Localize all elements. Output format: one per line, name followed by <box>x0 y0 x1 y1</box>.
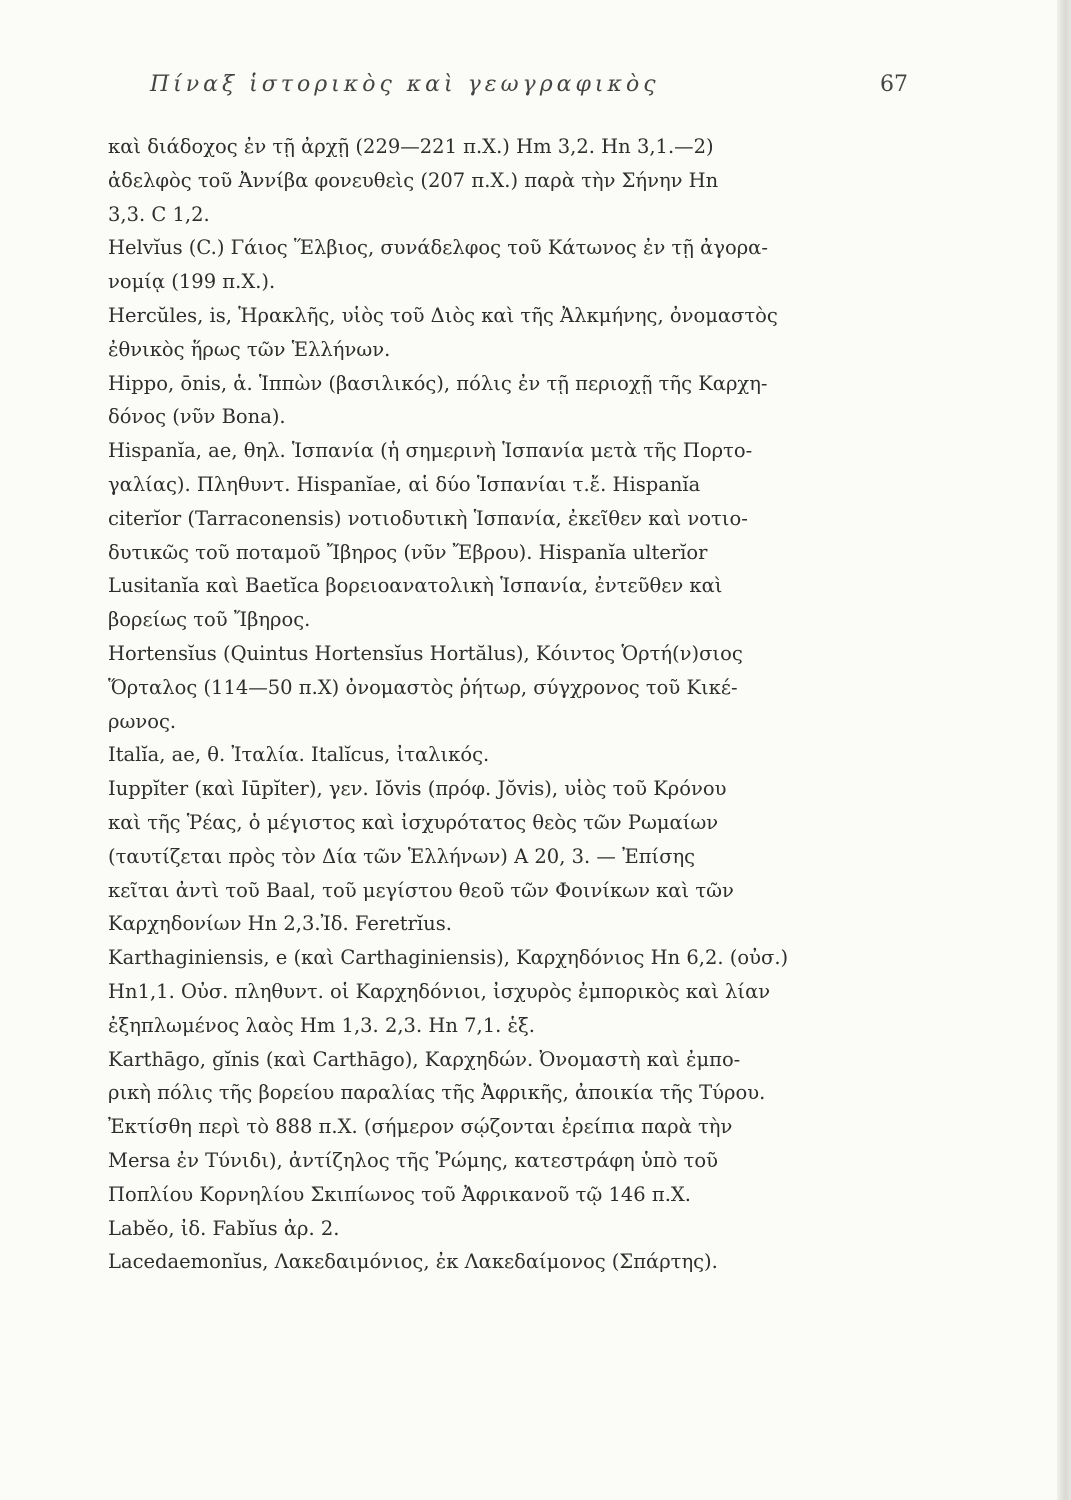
entry-continuation-hamilcar <box>108 130 908 231</box>
entry-hercules <box>108 299 908 367</box>
entry-line: καὶ τῆς Ῥέας, ὁ μέγιστος καὶ ἰσχυρότατος θεὸς τῶν Ρωμαίων <box>108 810 719 834</box>
entry-line: ἐξηπλωμένος λαὸς Hm 1,3. 2,3. Hn 7,1. ἑξ. <box>108 1013 535 1037</box>
entry-line: Ἐκτίσθη περὶ τὸ 888 π.Χ. (σήμερον σῴζονται ἐρείπια παρὰ τὴν <box>108 1115 733 1139</box>
entry-iuppiter <box>108 772 908 941</box>
entry-line: καὶ διάδοχος ἐν τῇ ἀρχῇ (229—221 π.Χ.) Hm 3,2. Hn 3,1.—2) <box>108 135 714 158</box>
entry-line: δυτικῶς τοῦ ποταμοῦ Ἴβηρος (νῦν Ἔβρου). Hispanĭa ulterĭor <box>108 540 708 564</box>
entry-line: Hippo, ōnis, ἁ. Ἱππὼν (βασιλικός), πόλις ἐν τῇ περιοχῇ τῆς Καρχη- <box>108 371 768 395</box>
entry-italia <box>108 738 908 772</box>
entry-line: κεῖται ἀντὶ τοῦ Baal, τοῦ μεγίστου θεοῦ τῶν Φοινίκων καὶ τῶν <box>108 878 734 902</box>
entry-line: ρικὴ πόλις τῆς βορείου παραλίας τῆς Ἀφρικῆς, ἀποικία τῆς Τύρου. <box>108 1081 766 1105</box>
entry-line: 3,3. C 1,2. <box>108 202 210 226</box>
entry-line: Italĭa, ae, θ. Ἰταλία. Italĭcus, ἰταλικός. <box>108 743 490 767</box>
entry-line: νομίᾳ (199 π.Χ.). <box>108 270 276 294</box>
entry-line: Ποπλίου Κορνηλίου Σκιπίωνος τοῦ Ἀφρικανοῦ τῷ 146 π.Χ. <box>108 1182 691 1206</box>
entry-line: Labĕo, ἰδ. Fabĭus ἀρ. 2. <box>108 1216 340 1240</box>
entry-line: ἀδελφὸς τοῦ Ἀννίβα φονευθεὶς (207 π.Χ.) παρὰ τὴν Σήνην Hn <box>108 168 719 192</box>
entry-line: ρωνος. <box>108 709 177 733</box>
entry-line: Mersa ἐν Τύνιδι), ἀντίζηλος τῆς Ῥώμης, κατεστράφη ὑπὸ τοῦ <box>108 1148 718 1172</box>
entry-line: (ταυτίζεται πρὸς τὸν Δία τῶν Ἑλλήνων) A 20, 3. — Ἐπίσης <box>108 844 696 868</box>
entry-line: Hn1,1. Οὐσ. πληθυντ. οἱ Καρχηδόνιοι, ἰσχυρὸς ἐμπορικὸς καὶ λίαν <box>108 979 771 1003</box>
entry-line: δόνος (νῦν Bona). <box>108 405 286 429</box>
page-header <box>108 72 908 112</box>
entry-line: Iuppĭter (καὶ Iūpĭter), γεν. Iŏvis (πρόφ. Jŏvis), υἱὸς τοῦ Κρόνου <box>108 777 727 801</box>
entry-line: Hortensĭus (Quintus Hortensĭus Hortălus), Κόιντος Ὁρτή(ν)σιος <box>108 641 743 665</box>
entry-line: Hispanĭa, ae, θηλ. Ἱσπανία (ἡ σημερινὴ Ἱσπανία μετὰ τῆς Πορτο- <box>108 439 753 463</box>
entry-line: βορείως τοῦ Ἴβηρος. <box>108 608 311 632</box>
entry-line: γαλίας). Πληθυντ. Hispanĭae, αἱ δύο Ἱσπανίαι τ.ἔ. Hispanĭa <box>108 472 701 496</box>
entry-line: Karthāgo, gĭnis (καὶ Carthāgo), Καρχηδών. Ὀνομαστὴ καὶ ἐμπο- <box>108 1047 741 1071</box>
entry-line: Karthaginiensis, e (καὶ Carthaginiensis), Καρχηδόνιος Hn 6,2. (οὐσ.) <box>108 946 789 970</box>
running-head: Πίναξ ἱστορικὸς καὶ γεωγραφικὸς <box>150 72 660 97</box>
entry-hortensius <box>108 637 908 738</box>
entry-line: Lusitanĭa καὶ Baetĭca βορειοανατολικὴ Ἱσπανία, ἐντεῦθεν καὶ <box>108 574 723 598</box>
entry-line: Ὅρταλος (114—50 π.Χ) ὀνομαστὸς ῥήτωρ, σύγχρονος τοῦ Κικέ- <box>108 675 738 699</box>
index-entries <box>108 130 908 1279</box>
entry-karthaginiensis <box>108 941 908 1042</box>
book-page <box>108 72 908 1279</box>
entry-line: Hercŭles, is, Ἡρακλῆς, υἱὸς τοῦ Διὸς καὶ τῆς Ἀλκμήνης, ὀνομαστὸς <box>108 303 778 327</box>
entry-lacedaemonius <box>108 1245 908 1279</box>
entry-line: Helvĭus (C.) Γάιος Ἕλβιος, συνάδελφος τοῦ Κάτωνος ἐν τῇ ἀγορα- <box>108 236 768 260</box>
page-number: 67 <box>880 72 908 97</box>
entry-line: Καρχηδονίων Hn 2,3.Ἰδ. Feretrĭus. <box>108 912 452 936</box>
entry-line: Lacedaemonĭus, Λακεδαιμόνιος, ἐκ Λακεδαίμονος (Σπάρτης). <box>108 1250 718 1274</box>
entry-line: ἐθνικὸς ἥρως τῶν Ἑλλήνων. <box>108 337 391 361</box>
entry-helvius <box>108 231 908 299</box>
page-edge-shadow <box>1057 0 1071 1500</box>
entry-line: citerĭor (Tarraconensis) νοτιοδυτικὴ Ἱσπανία, ἐκεῖθεν καὶ νοτιο- <box>108 506 748 530</box>
entry-hispania <box>108 434 908 637</box>
entry-karthago <box>108 1043 908 1212</box>
entry-hippo <box>108 367 908 435</box>
entry-labeo <box>108 1212 908 1246</box>
